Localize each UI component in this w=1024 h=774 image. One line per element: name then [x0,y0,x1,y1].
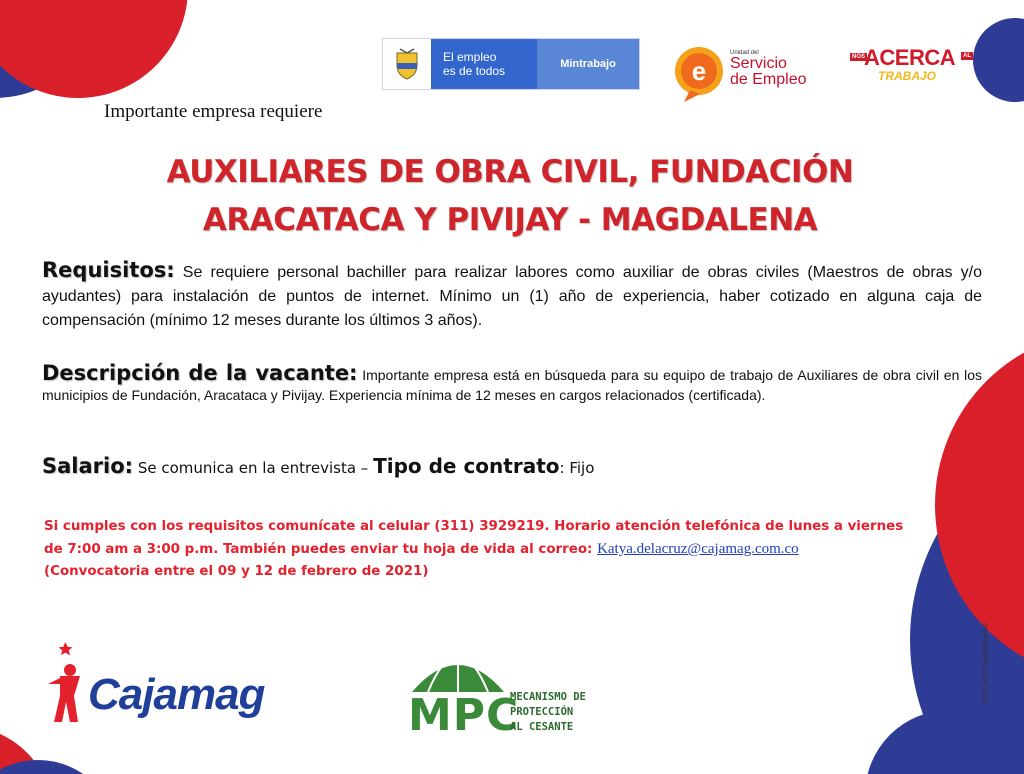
vigilado-seal [978,600,996,740]
intro-text: Importante empresa requiere [104,101,323,122]
servicio-empleo-small: Unidad del [730,50,759,56]
gov-logo [382,38,640,90]
salario-label: Salario: [42,454,134,478]
page-title [60,148,960,244]
svg-text:e: e [691,56,707,86]
requisitos-label: Requisitos: [42,258,175,282]
title-line2: ARACATACA Y PIVIJAY - MAGDALENA [202,202,818,238]
cajamag-logo [40,636,320,736]
cajamag-wordmark: Cajamag [88,670,265,719]
email-link[interactable]: Katya.delacruz@cajamag.com.co [597,541,799,557]
cajamag-figure-icon [40,636,90,736]
servicio-empleo-line2: de Empleo [730,71,807,88]
descripcion-label: Descripción de la vacante: [42,361,358,385]
servicio-empleo-logo [672,44,832,106]
requisitos-section [42,258,982,333]
ministry-label: Mintrabajo [537,39,639,89]
acerca-nos: NOS [852,54,866,60]
contrato-colon: : [559,459,565,477]
title-line1: AUXILIARES DE OBRA CIVIL, FUNDACIÓN [166,154,854,190]
gov-slogan-line2: es de todos [443,64,506,78]
salario-value: Se comunica en la entrevista – [137,459,369,477]
contrato-label: Tipo de contrato [373,454,560,478]
mpc-letters: MPC [408,690,520,741]
requisitos-text: Se requiere personal bachiller para realizar labores como auxiliar de obras civiles (Maestros de obras y/o ayudantes) para instalación de puntos de internet. Mínimo un (1) año de experiencia, haber cotizado en alguna caja de compensación (mínimo 12 meses durante los últimos 3 años). [42,264,982,329]
contrato-value: Fijo [569,459,595,477]
gov-slogan-line1: El empleo [443,50,497,64]
mpc-line2: PROTECCIÓN [510,706,574,718]
contact-line2: de 7:00 am a 3:00 p.m. También puedes enviar tu hoja de vida al correo: [44,542,593,557]
salario-section [42,452,982,482]
acerca-al: AL [963,53,971,59]
descripcion-section [42,363,982,405]
contact-info [44,516,974,583]
servicio-empleo-icon [672,44,728,106]
coat-of-arms-icon [383,39,431,89]
acerca-trabajo: TRABAJO [878,69,937,83]
decor-blue-top-right [973,18,1024,102]
descripcion-text: Importante empresa está en búsqueda para su equipo de trabajo de Auxiliares de obra civil en los municipios de Fundación, Aracataca y Pivijay. Experiencia mínima de 12 meses en cargos relacionados (certificada). [42,367,983,403]
mpc-logo [408,652,608,748]
acerca-main: ACERCA [864,45,956,70]
contact-line3: (Convocatoria entre el 09 y 12 de febrero de 2021) [44,564,429,579]
acerca-trabajo-logo [848,47,976,87]
vigilado-text: VIGILADO SuperSubsidio [982,623,990,704]
servicio-empleo-line1: Servicio [730,55,787,72]
decor-red-top-left [0,0,188,98]
mpc-line1: MECANISMO DE [510,691,586,703]
contact-line1: Si cumples con los requisitos comunícate al celular (311) 3929219. Horario atención telefónica de lunes a viernes [44,519,904,534]
mpc-line3: AL CESANTE [510,721,574,733]
